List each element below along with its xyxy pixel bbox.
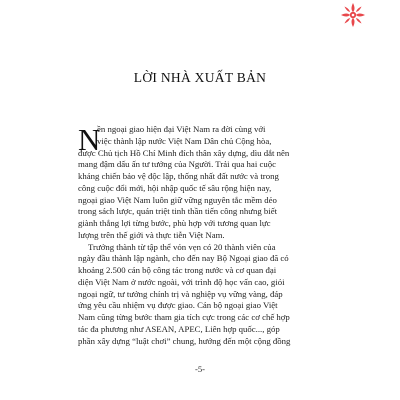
text-line: Trưởng thành từ tập thể vỏn vẹn có 20 thành viên của xyxy=(88,241,276,252)
text-line: Nam cũng từng bước tham gia tích cực trong các cơ chế hợp xyxy=(78,312,290,322)
text-line: ngày đầu thành lập ngành, cho đến nay Bộ Ngoại giao đã có xyxy=(78,253,289,264)
text-line: diện Việt Nam ở nước ngoài, với trình độ học vấn cao, giỏi xyxy=(78,276,285,287)
paragraph-1 xyxy=(78,124,330,242)
text-line: tác đa phương như ASEAN, APEC, Liên hợp quốc..., góp xyxy=(78,323,280,334)
drop-cap: N xyxy=(78,122,101,157)
text-line: ứng yêu cầu nhiệm vụ được giao. Cán bộ ngoại giao Việt xyxy=(78,300,278,311)
text-line: ngoại ngữ, tư tưởng chính trị và nghiệp vụ vững vàng, đáp xyxy=(78,288,283,299)
body-text xyxy=(78,124,330,347)
text-line: lượng trên thế giới và thực tiễn Việt Nam. xyxy=(78,229,225,240)
text-line: khoảng 2.500 cán bộ công tác trong nước và cơ quan đại xyxy=(78,265,277,275)
text-line: mang đậm dấu ấn tư tưởng của Người. Trải qua hai cuộc xyxy=(78,159,276,170)
page-number: -5- xyxy=(195,364,205,374)
text-line: công cuộc đổi mới, hội nhập quốc tế sâu rộng hiện nay, xyxy=(78,182,272,193)
text-line: phần xây dựng “luật chơi” chung, hướng đến một cộng đồng xyxy=(78,335,291,346)
text-line: ền ngoại giao hiện đại Việt Nam ra đời cùng với xyxy=(97,124,266,134)
text-line: giành thắng lợi từng bước, phù hợp với tương quan lực xyxy=(78,218,271,228)
text-line: được Chủ tịch Hồ Chí Minh đích thân xây dựng, dìu dắt nên xyxy=(78,147,290,158)
text-line: trong sách lược, quán triệt tinh thần tiến công nhưng biết xyxy=(78,206,278,217)
text-line: kháng chiến bảo vệ độc lập, thống nhất đất nước và trong xyxy=(78,171,279,181)
page-title: LỜI NHÀ XUẤT BẢN xyxy=(133,70,267,85)
floral-ornament-icon xyxy=(340,2,366,28)
text-line: việc thành lập nước Việt Nam Dân chủ Cộng hòa, xyxy=(97,135,272,146)
paragraph-2 xyxy=(78,242,330,348)
text-line: ngoại giao Việt Nam luôn giữ vững nguyên tắc mềm dẻo xyxy=(78,194,277,205)
